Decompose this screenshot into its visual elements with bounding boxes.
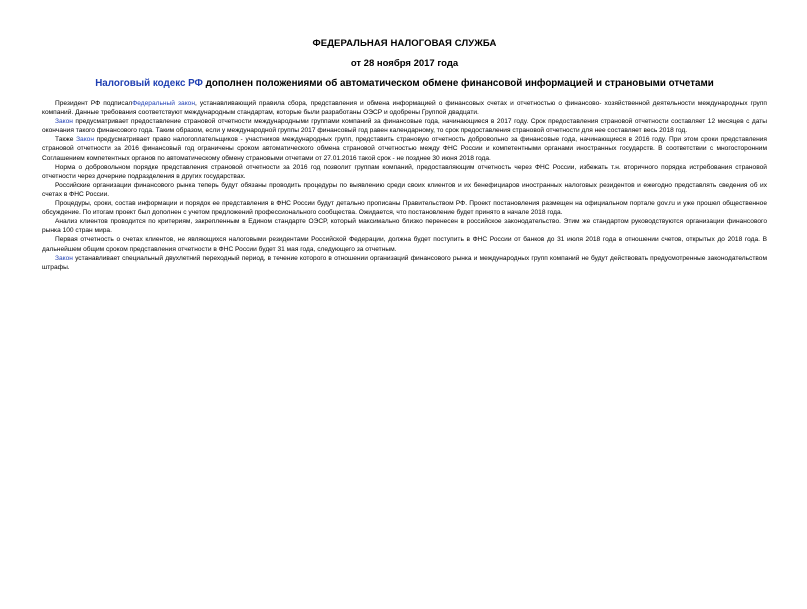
law-link[interactable]: Федеральный закон — [132, 100, 195, 107]
title-text: дополнен положениями об автоматическом обмене финансовой информацией и страновыми отчетами — [202, 78, 714, 89]
paragraph — [42, 117, 767, 135]
document-page — [0, 38, 807, 609]
paragraph — [42, 99, 767, 117]
paragraph — [42, 235, 767, 253]
document-title — [42, 78, 767, 89]
paragraph — [42, 217, 767, 235]
organization-heading: ФЕДЕРАЛЬНАЯ НАЛОГОВАЯ СЛУЖБА — [312, 38, 497, 49]
paragraph-text: Анализ клиентов проводится по критериям, закрепленным в Едином стандарте ОЭСР, который максимально близко перенесен в российское законодательство. Этим же стандартом руководствуются организации финансового рынка 100 стран мира. — [42, 218, 767, 235]
paragraph-text: Первая отчетность о счетах клиентов, не являющихся налоговыми резидентами Российской Федерации, должна будет поступить в ФНС России от банков до 31 июля 2018 года в отношении счетов, открытых до 2018 года. В дальнейшем общим сроком представления отчетности в ФНС России будет 31 мая года, следующего за отчетным. — [42, 236, 767, 253]
paragraph-text: Процедуры, сроки, состав информации и порядок ее представления в ФНС России будут детально прописаны Правительством РФ. Проект постановления размещен на официальном портале gov.ru и уже прошел общественное обсуждение. По итогам проект был дополнен с учетом предложений профессионального сообщества. Ожидается, что постановление будет принято в начале 2018 года. — [42, 200, 767, 217]
paragraph-text: Также — [55, 136, 77, 144]
paragraph-text: Российские организации финансового рынка теперь будут обязаны проводить процедуры по выявлению среди своих клиентов и их бенефициаров иностранных налоговых резидентов и ежегодно представлять сведения об их счетах в ФНС России. — [42, 181, 767, 198]
paragraph-text: Президент РФ подписал — [55, 100, 133, 107]
paragraph — [42, 181, 767, 199]
paragraph — [42, 163, 767, 181]
paragraph — [42, 254, 767, 272]
paragraph-text: , устанавливающий правила сбора, представления и обмена информацией о финансовых счетах и отчетностью о финансово- хозяйственной деятельности международных групп компаний. Данные требования соответствуют международным стандартам, которые были разработаны ОЭСР и одобрены Группой двадцати. — [42, 100, 767, 117]
paragraph-text: предусматривает предоставление страновой отчетности международными группами компаний за финансовые года, начинающиеся в 2017 году. Срок предоставления страновой отчетности составляет 12 месяцев с даты окончания такого финансового года. Таким образом, если у международной группы 2017 финансовый год равен календарному, то срок предоставления страновой отчетности для нее составляет весь 2018 год. — [42, 118, 767, 135]
paragraph-text: предусматривает право налогоплательщиков - участников международных групп, представить страновую отчетность добровольно за финансовые года, начинающиеся в 2016 году. При этом сроки представления страновой отчетности за 2016 финансовый год ограничены сроком автоматического обмена страновой отчетностью между ФНС России и компетентными органами иностранных государств. В соответствии с многосторонним Соглашением компетентных органов по автоматическому обмену страновыми отчетами от 27.01.2016 такой срок - не позднее 30 июня 2018 года. — [42, 136, 767, 162]
paragraph — [42, 199, 767, 217]
paragraph-text: устанавливает специальный двухлетний переходный период, в течение которого в отношении организаций финансового рынка и международных групп компаний не будут действовать предусмотренные законодательством штрафы. — [42, 254, 767, 271]
paragraph-text: Норма о добровольном порядке представления страновой отчетности за 2016 год позволит группам компаний, предоставляющим отчетность через ФНС России, избежать т.н. вторичного порядка истребования страновой отчетности через дочерние подразделения в других государствах. — [42, 163, 767, 180]
law-link[interactable]: Закон — [55, 118, 73, 126]
title-link-tax-code[interactable]: Налоговый кодекс РФ — [95, 78, 203, 89]
document-body — [42, 99, 767, 272]
document-date: от 28 ноября 2017 года — [350, 58, 459, 69]
law-link[interactable]: Закон — [55, 254, 73, 262]
law-link[interactable]: Закон — [76, 136, 94, 144]
paragraph — [42, 135, 767, 162]
